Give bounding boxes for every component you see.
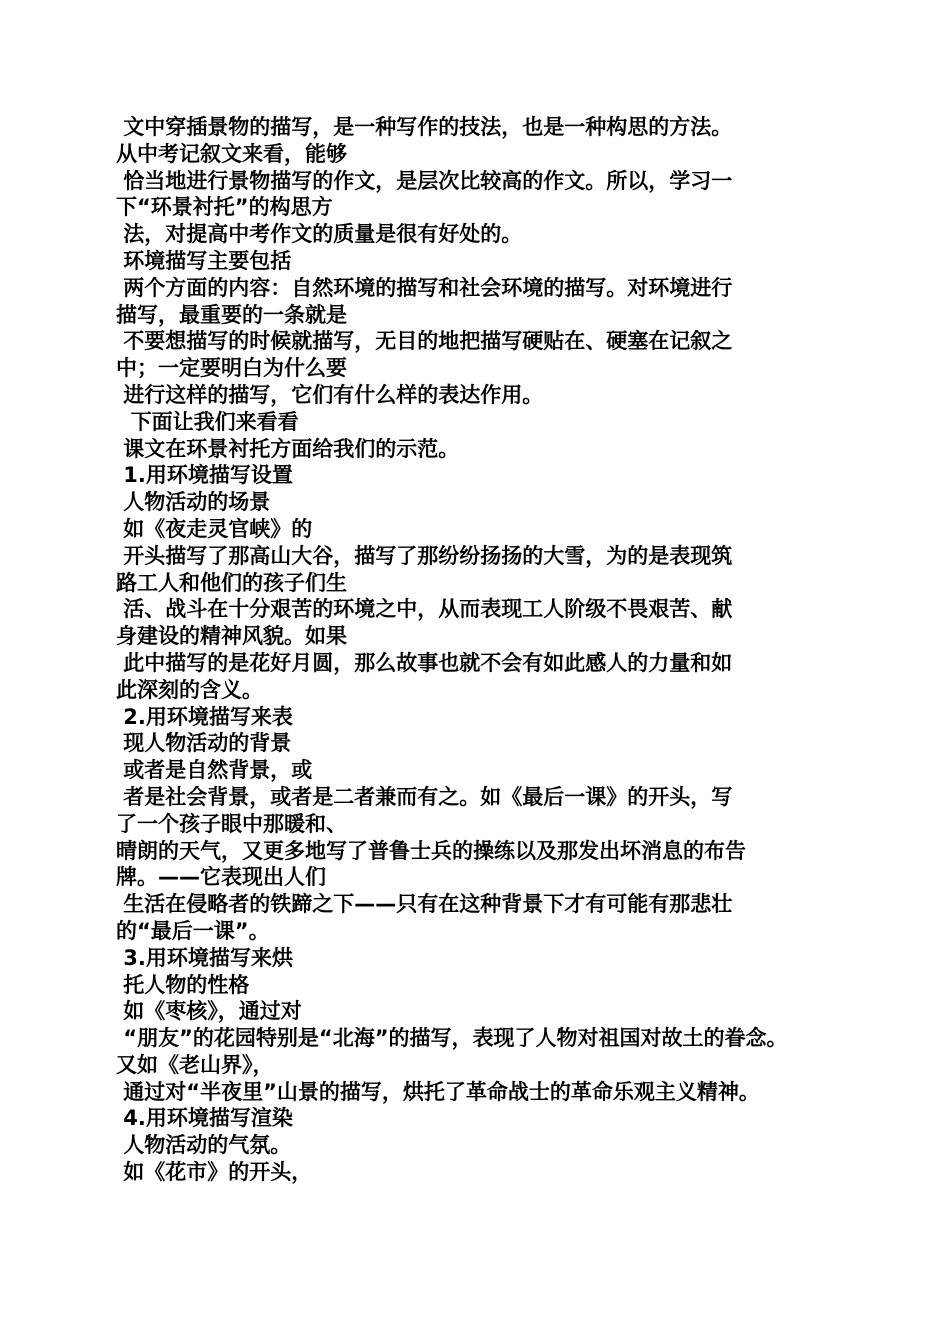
text-line: 描写，最重要的一条就是: [116, 302, 347, 327]
text-line: 通过对“半夜里”山景的描写，烘托了革命战士的革命乐观主义精神。: [116, 1079, 760, 1104]
text-line: 从中考记叙文来看，能够: [116, 141, 347, 166]
text-line: 活、战斗在十分艰苦的环境之中，从而表现工人阶级不畏艰苦、献: [116, 597, 733, 622]
section-heading-line: 人物活动的场景: [116, 490, 271, 515]
text-line: 此深刻的含义。: [116, 677, 263, 702]
section-heading-line: 4.用环境描写渲染: [116, 1106, 293, 1131]
section-heading-line: 2.用环境描写来表: [116, 704, 293, 729]
text-line: 身建设的精神风貌。如果: [116, 624, 347, 649]
text-line: 环境描写主要包括: [116, 248, 292, 273]
text-line: 两个方面的内容：自然环境的描写和社会环境的描写。对环境进行: [116, 275, 733, 300]
text-line: 恰当地进行景物描写的作文，是层次比较高的作文。所以，学习一: [116, 168, 733, 193]
text-line: 法，对提高中考作文的质量是很有好处的。: [116, 222, 523, 247]
section-heading-line: 1.用环境描写设置: [116, 463, 293, 488]
text-line: 如《枣核》，通过对: [116, 999, 302, 1024]
text-line: 又如《老山界》，: [116, 1052, 274, 1077]
section-heading-line: 现人物活动的背景: [116, 731, 292, 756]
text-line: 牌。——它表现出人们: [116, 865, 326, 890]
text-line: 下“环景衬托”的构思方: [116, 195, 333, 220]
text-line: 课文在环景衬托方面给我们的示范。: [116, 436, 460, 461]
text-line: 下面让我们来看看: [116, 409, 299, 434]
text-line: 如《夜走灵官峡》的: [116, 516, 313, 541]
text-line: 开头描写了那高山大谷，描写了那纷纷扬扬的大雪，为的是表现筑: [116, 543, 733, 568]
section-heading-line: 3.用环境描写来烘: [116, 945, 293, 970]
text-line: 不要想描写的时候就描写，无目的地把描写硬贴在、硬塞在记叙之: [116, 329, 733, 354]
text-line: 文中穿插景物的描写，是一种写作的技法，也是一种构思的方法。: [116, 115, 733, 139]
text-line: 路工人和他们的孩子们生: [116, 570, 347, 595]
text-line: 进行这样的描写，它们有什么样的表达作用。: [116, 382, 544, 407]
text-line: 晴朗的天气，又更多地写了普鲁士兵的操练以及那发出坏消息的布告: [116, 838, 746, 863]
text-line: 生活在侵略者的铁蹄之下——只有在这种背景下才有可能有那悲壮: [116, 892, 733, 917]
text-line: 了一个孩子眼中那暖和、: [116, 811, 347, 836]
body-text: [116, 114, 840, 1186]
text-line: 如《花市》的开头，: [116, 1160, 313, 1185]
text-line: 的“最后一课”。: [116, 918, 270, 943]
text-line: 者是社会背景，或者是二者兼而有之。如《最后一课》的开头，写: [116, 784, 733, 809]
text-line: 此中描写的是花好月圆，那么故事也就不会有如此感人的力量和如: [116, 650, 733, 675]
text-line: “朋友”的花园特别是“北海”的描写，表现了人物对祖国对故土的眷念。: [116, 1026, 788, 1051]
text-line: 中；一定要明白为什么要: [116, 356, 347, 381]
text-line: 或者是自然背景，或: [116, 758, 313, 783]
section-heading-line: 人物活动的气氛。: [116, 1133, 292, 1158]
section-heading-line: 托人物的性格: [116, 972, 250, 997]
